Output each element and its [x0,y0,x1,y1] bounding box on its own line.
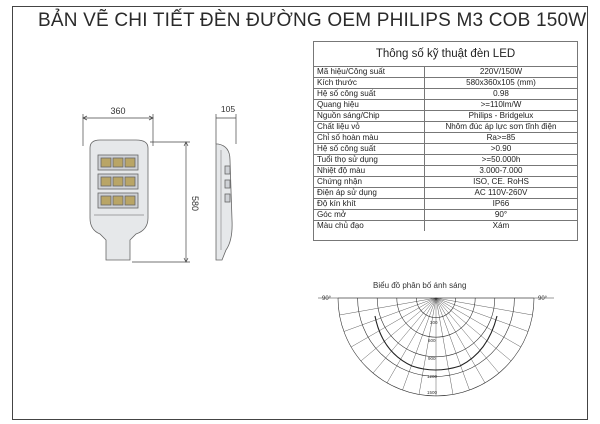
spec-value: Nhôm đúc áp lực sơn tĩnh điện [424,122,577,133]
table-row [314,89,577,100]
spec-value: 90° [424,210,577,221]
polar-angle-left: 90° [322,296,332,302]
table-row [314,67,577,78]
radial-label: 900 [428,356,436,361]
table-row [314,166,577,177]
spec-label: Nhiệt độ màu [314,166,424,177]
depth-dimension [216,114,236,144]
table-row [314,155,577,166]
spec-label: Quang hiệu [314,100,424,111]
spec-value: IP66 [424,199,577,210]
spec-label: Điện áp sử dụng [314,188,424,199]
depth-label: 105 [220,104,236,114]
spec-value: 0.98 [424,89,577,100]
spec-label: Góc mở [314,210,424,221]
lamp-drawing [70,100,250,280]
radial-label: 1200 [427,374,438,379]
polar-grid [318,298,554,396]
spec-value: ISO, CE. RoHS [424,177,577,188]
table-row [314,199,577,210]
table-row [314,144,577,155]
spec-value: Ra>=85 [424,133,577,144]
spec-value: AC 110V-260V [424,188,577,199]
spec-label: Mã hiệu/Công suất [314,67,424,78]
spec-label: Hệ số công suất [314,144,424,155]
table-row [314,188,577,199]
lamp-side-view [216,144,232,260]
spec-value: 3.000-7.000 [424,166,577,177]
length-label: 580 [190,196,200,212]
table-row [314,111,577,122]
lamp-front-view [90,140,148,260]
spec-value: >=50.000h [424,155,577,166]
spec-value: 580x360x105 (mm) [424,78,577,89]
spec-label: Độ kín khít [314,199,424,210]
width-label: 360 [110,106,126,116]
table-row [314,133,577,144]
spec-label: Chỉ số hoàn màu [314,133,424,144]
radial-label: 600 [428,338,436,343]
polar-angle-right: 90° [538,296,548,302]
spec-label: Chất liệu vỏ [314,122,424,133]
spec-label: Chứng nhận [314,177,424,188]
radial-label: 300 [430,320,438,325]
table-row [314,221,577,232]
table-row [314,210,577,221]
spec-label: Màu chủ đạo [314,221,424,232]
spec-table-title: Thông số kỹ thuật đèn LED [314,42,577,67]
spec-label: Hệ số công suất [314,89,424,100]
page-title: BẢN VẼ CHI TIẾT ĐÈN ĐƯỜNG OEM PHILIPS M3 COB 150W [38,10,587,31]
spec-value: >=110lm/W [424,100,577,111]
table-row [314,177,577,188]
spec-value: Xám [492,221,510,230]
spec-label: Tuổi thọ sử dụng [314,155,424,166]
spec-value: >0.90 [424,144,577,155]
spec-rows [314,67,577,231]
spec-label: Kích thước [314,78,424,89]
spec-value: Philips - Bridgelux [424,111,577,122]
spec-label: Nguồn sáng/Chip [314,111,424,122]
table-row [314,100,577,111]
table-row [314,78,577,89]
polar-diagram-title: Biểu đồ phân bố ánh sáng [373,281,467,290]
table-row [314,122,577,133]
spec-table [313,41,578,241]
spec-value: 220V/150W [424,67,577,78]
radial-label: 1500 [427,390,438,395]
polar-diagram [312,290,562,400]
